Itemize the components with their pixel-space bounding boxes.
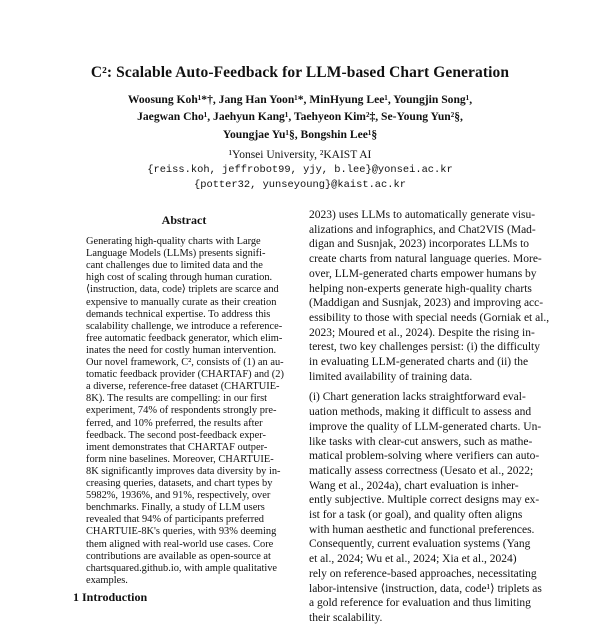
body-line: essibility to those with special needs (Gorniak et al., xyxy=(309,311,550,324)
body-line: like tasks with clear-cut answers, such as mathe- xyxy=(309,435,533,448)
abstract-line: iment demonstrates that CHARTAF outper- xyxy=(86,441,268,453)
abstract-line: chartsquared.github.io, with ample qualitative xyxy=(86,562,278,574)
abstract-line: ⟨instruction, data, code⟩ triplets are scarce and xyxy=(86,284,279,296)
author-line: Jaegwan Cho¹, Jaehyun Kang¹, Taehyeon Kim²‡, Se-Young Yun²§, xyxy=(137,110,463,124)
abstract-line: ferred, and 10% preferred, the results after xyxy=(86,417,263,429)
abstract-line: contributions are available as open-source at xyxy=(86,550,271,562)
body-line: Wang et al., 2024a), chart evaluation is inher- xyxy=(309,479,519,492)
abstract-line: a diverse, reference-free dataset (CHARTUIE- xyxy=(86,381,280,393)
body-line: labor-intensive ⟨instruction, data, code¹⟩ triplets as xyxy=(309,582,542,595)
affiliations xyxy=(0,148,600,193)
body-line: rely on reference-based approaches, necessitating xyxy=(309,567,537,580)
body-line: uation methods, making it difficult to assess and xyxy=(309,406,532,419)
abstract-line: revealed that 94% of participants preferred xyxy=(86,514,264,526)
body-line: their scalability. xyxy=(309,611,383,624)
body-line: create charts from natural language queries. More- xyxy=(309,253,542,266)
body-line: et al., 2024; Wu et al., 2024; Xia et al., 2024) xyxy=(309,553,517,566)
abstract-line: Our novel framework, C², consists of (1) an au- xyxy=(86,357,284,368)
abstract-line: Language Models (LLMs) presents signifi- xyxy=(86,248,266,260)
body-line: 2023) uses LLMs to automatically generate visu- xyxy=(309,209,536,221)
body-line: alizations and infographics, and Chat2VIS (Mad- xyxy=(309,223,536,236)
body-line: ist for a task (or goal), and quality often aligns xyxy=(309,509,523,521)
body-line: (Maddigan and Susnjak, 2023) and improving acc- xyxy=(309,297,544,310)
abstract-line: Generating high-quality charts with Large xyxy=(86,236,261,247)
body-line: ently subjective. Multiple correct designs may ex- xyxy=(309,494,540,507)
body-line: terest, two key challenges persist: (i) the difficulty xyxy=(309,341,540,354)
abstract-line: free automatic feedback generator, which elim- xyxy=(86,332,283,344)
body-line: matical problem-solving where verifiers can auto- xyxy=(309,450,540,463)
abstract-line: cant challenges due to limited data and the xyxy=(86,260,263,272)
email-line: {potter32, yunseyoung}@kaist.ac.kr xyxy=(193,179,406,191)
email-line: {reiss.koh, jeffrobot99, yjy, b.lee}@yonsei.ac.kr xyxy=(147,164,453,176)
body-line: helping non-experts generate high-quality charts xyxy=(309,282,532,295)
author-line: Youngjae Yu¹§, Bongshin Lee¹§ xyxy=(222,127,378,141)
abstract-heading: Abstract xyxy=(161,213,207,227)
section-heading: 1 Introduction xyxy=(73,590,148,604)
abstract-line: tomatic feedback provider (CHARTAF) and (2) xyxy=(86,369,284,381)
abstract-line: 5982%, 1936%, and 91%, respectively, over xyxy=(86,490,271,502)
body-line: (i) Chart generation lacks straightforward eval- xyxy=(309,391,526,404)
author-list xyxy=(95,91,505,143)
body-line: in evaluating LLM-generated charts and (ii) the xyxy=(309,356,529,368)
abstract-line: demands technical expertise. To address this xyxy=(86,308,271,320)
abstract-line: expensive to manually curate as their creation xyxy=(86,296,277,308)
affiliation-text: ¹Yonsei University, ²KAIST AI xyxy=(228,149,372,161)
body-line: matically assess correctness (Uesato et al., 2022; xyxy=(309,464,534,477)
body-line: limited availability of training data. xyxy=(309,370,473,383)
abstract-line: inates the need for costly human intervention. xyxy=(86,344,277,356)
abstract-line: feedback. The second post-feedback exper- xyxy=(86,429,266,441)
abstract-line: scalability challenge, we introduce a reference- xyxy=(86,320,283,332)
abstract-line: high cost of scaling through human curation. xyxy=(86,272,273,284)
body-line: a gold reference for evaluation and thus limiting xyxy=(309,597,531,610)
abstract-line: experiment, 74% of respondents strongly pre- xyxy=(86,405,277,417)
abstract-line: form nine baselines. Moreover, CHARTUIE- xyxy=(86,453,274,465)
abstract-line: CHARTUIE-8K's queries, with 93% deeming xyxy=(86,526,277,538)
body-line: digan and Susnjak, 2023) incorporates LLMs to xyxy=(309,238,530,251)
author-line: Woosung Koh¹*†, Jang Han Yoon¹*, MinHyung Lee¹, Youngjin Song¹, xyxy=(127,93,473,106)
abstract-line: examples. xyxy=(86,574,128,586)
body-line: with human aesthetic and functional preferences. xyxy=(309,523,535,536)
body-line: improve the quality of LLM-generated charts. Un- xyxy=(309,420,542,433)
abstract-line: creasing queries, datasets, and chart types by xyxy=(86,478,273,489)
abstract-line: them aligned with real-world use cases. Core xyxy=(86,538,274,550)
paper-title: C²: Scalable Auto-Feedback for LLM-based Chart Generation xyxy=(90,64,510,81)
abstract-line: benchmarks. Finally, a study of LLM users xyxy=(86,502,265,514)
body-line: Consequently, current evaluation systems (Yang xyxy=(309,538,531,551)
body-line: 2023; Moured et al., 2024). Despite the rising in- xyxy=(309,326,535,339)
abstract-line: 8K significantly improves data diversity by in- xyxy=(86,465,281,477)
body-line: over, LLM-generated charts empower humans by xyxy=(309,267,537,280)
abstract-line: 8K). The results are compelling: in our first xyxy=(86,393,268,405)
